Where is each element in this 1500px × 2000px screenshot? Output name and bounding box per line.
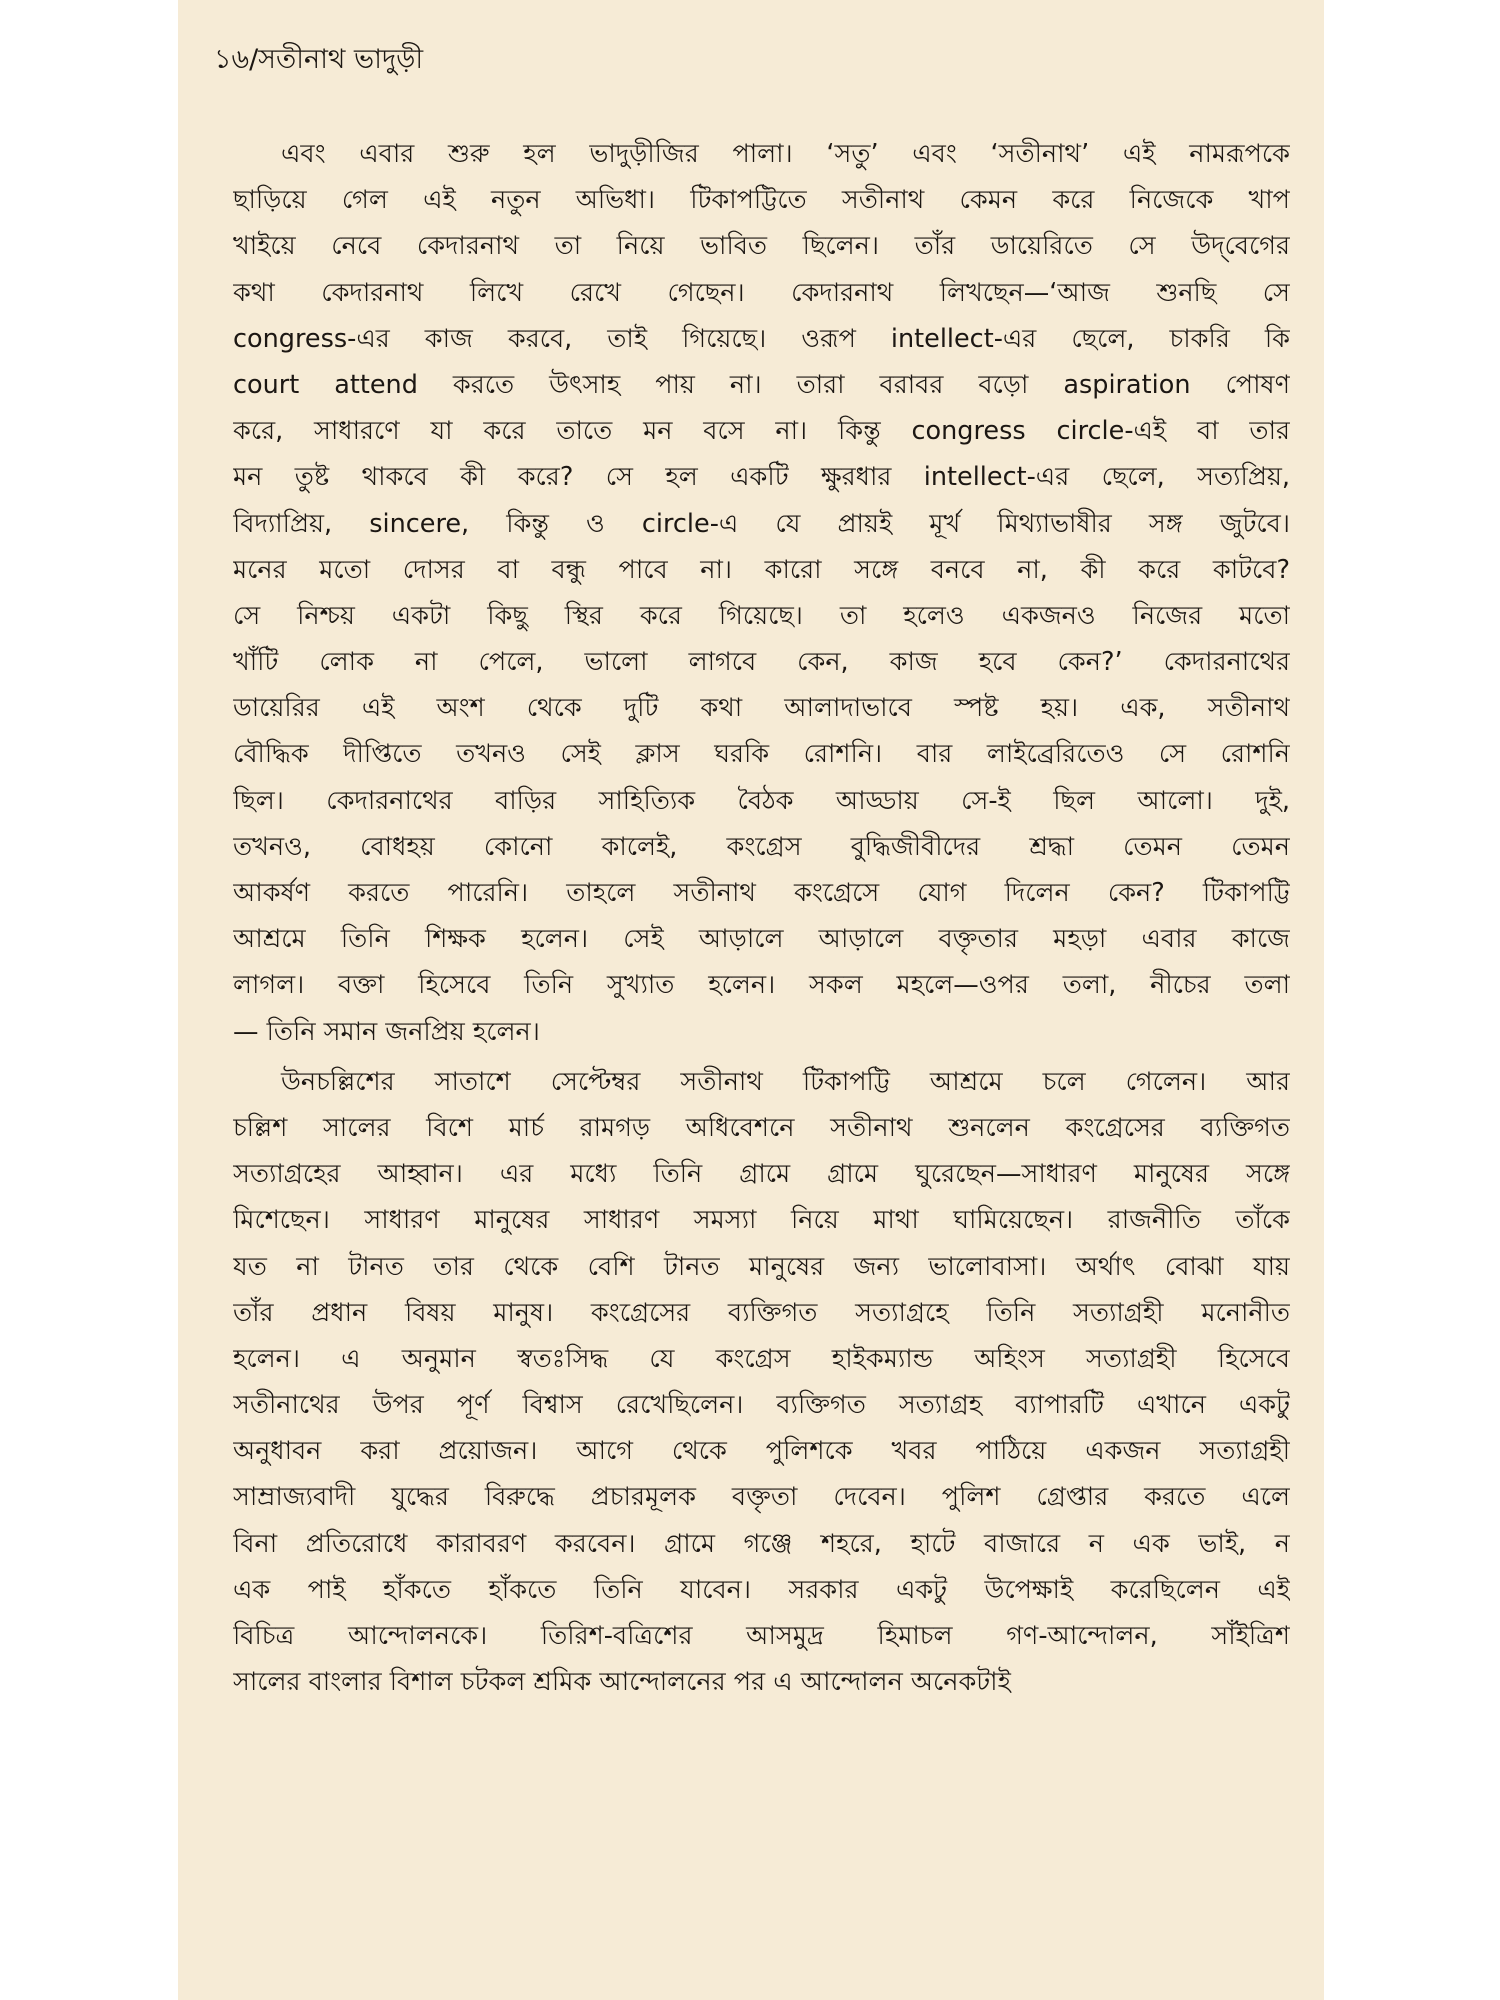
text-line: অনুধাবন করা প্রয়োজন। আগে থেকে পুলিশকে খবর পাঠিয়ে একজন সত্যাগ্রহী: [233, 1436, 1290, 1467]
book-page: [178, 0, 1324, 2000]
text-line: বিদ্যাপ্রিয়, sincere, কিন্তু ও circle-এ যে প্রায়ই মূর্খ মিথ্যাভাষীর সঙ্গ জুটবে।: [233, 508, 1290, 539]
paragraph: [233, 131, 1290, 1055]
text-line: মিশেছেন। সাধারণ মানুষের সাধারণ সমস্যা নিয়ে মাথা ঘামিয়েছেন। রাজনীতি তাঁকে: [233, 1205, 1290, 1236]
text-line: সাম্রাজ্যবাদী যুদ্ধের বিরুদ্ধে প্রচারমূলক বক্তৃতা দেবেন। পুলিশ গ্রেপ্তার করতে এলে: [233, 1482, 1290, 1513]
text-line: বিচিত্র আন্দোলনকে। তিরিশ-বত্রিশের আসমুদ্র হিমাচল গণ-আন্দোলন, সাঁইত্রিশ: [233, 1621, 1290, 1651]
text-line: ছাড়িয়ে গেল এই নতুন অভিধা। টিকাপট্টিতে সতীনাথ কেমন করে নিজেকে খাপ: [233, 185, 1290, 216]
text-line: চল্লিশ সালের বিশে মার্চ রামগড় অধিবেশনে সতীনাথ শুনলেন কংগ্রেসের ব্যক্তিগত: [233, 1112, 1290, 1143]
text-line: যত না টানত তার থেকে বেশি টানত মানুষের জন্য ভালোবাসা। অর্থাৎ বোঝা যায়: [233, 1251, 1290, 1282]
text-line: সতীনাথের উপর পূর্ণ বিশ্বাস রেখেছিলেন। ব্যক্তিগত সত্যাগ্রহ ব্যাপারটি এখানে একটু: [233, 1390, 1290, 1421]
running-head: ১৬/সতীনাথ ভাদুড়ী: [214, 44, 424, 75]
text-line: তাঁর প্রধান বিষয় মানুষ। কংগ্রেসের ব্যক্তিগত সত্যাগ্রহে তিনি সত্যাগ্রহী মনোনীত: [233, 1297, 1290, 1328]
text-line: ছিল। কেদারনাথের বাড়ির সাহিত্যিক বৈঠক আড্ডায় সে-ই ছিল আলো। দুই,: [233, 785, 1290, 816]
text-line: হলেন। এ অনুমান স্বতঃসিদ্ধ যে কংগ্রেস হাইকম্যান্ড অহিংস সত্যাগ্রহী হিসেবে: [233, 1343, 1290, 1374]
text-line: বৌদ্ধিক দীপ্তিতে তখনও সেই ক্লাস ঘরকি রোশনি। বার লাইব্রেরিতেও সে রোশনি: [233, 739, 1290, 770]
text-line: এবং এবার শুরু হল ভাদুড়ীজির পালা। ‘সতু’ এবং ‘সতীনাথ’ এই নামরূপকে: [281, 139, 1290, 169]
text-line: court attend করতে উৎসাহ পায় না। তারা বরাবর বড়ো aspiration পোষণ: [233, 369, 1290, 400]
text-line: করে, সাধারণে যা করে তাতে মন বসে না। কিন্তু congress circle-এই বা তার: [233, 416, 1290, 447]
text-line: লাগল। বক্তা হিসেবে তিনি সুখ্যাত হলেন। সকল মহলে—ওপর তলা, নীচের তলা: [233, 970, 1290, 1001]
text-line: বিনা প্রতিরোধে কারাবরণ করবেন। গ্রামে গঞ্জে শহরে, হাটে বাজারে ন এক ভাই, ন: [233, 1528, 1290, 1559]
text-line: মনের মতো দোসর বা বন্ধু পাবে না। কারো সঙ্গে বনবে না, কী করে কাটবে?: [233, 554, 1290, 585]
text-line: — তিনি সমান জনপ্রিয় হলেন।: [233, 1016, 540, 1047]
text-line: সত্যাগ্রহের আহ্বান। এর মধ্যে তিনি গ্রামে গ্রামে ঘুরেছেন—সাধারণ মানুষের সঙ্গে: [233, 1159, 1290, 1190]
body-text: [233, 131, 1290, 1705]
text-line: এক পাই হাঁকতে হাঁকতে তিনি যাবেন। সরকার একটু উপেক্ষাই করেছিলেন এই: [233, 1574, 1290, 1605]
text-line: সে নিশ্চয় একটা কিছু স্থির করে গিয়েছে। তা হলেও একজনও নিজের মতো: [233, 600, 1290, 631]
text-line: খাইয়ে নেবে কেদারনাথ তা নিয়ে ভাবিত ছিলেন। তাঁর ডায়েরিতে সে উদ্‌বেগের: [233, 231, 1290, 262]
text-line: আকর্ষণ করতে পারেনি। তাহলে সতীনাথ কংগ্রেসে যোগ দিলেন কেন? টিকাপট্টি: [233, 878, 1290, 908]
text-line: সালের বাংলার বিশাল চটকল শ্রমিক আন্দোলনের পর এ আন্দোলন অনেকটাই: [233, 1667, 1011, 1698]
text-line: congress-এর কাজ করবে, তাই গিয়েছে। ওরূপ intellect-এর ছেলে, চাকরি কি: [233, 323, 1290, 354]
text-line: কথা কেদারনাথ লিখে রেখে গেছেন। কেদারনাথ লিখছেন—‘আজ শুনছি সে: [233, 277, 1290, 308]
text-line: ডায়েরির এই অংশ থেকে দুটি কথা আলাদাভাবে স্পষ্ট হয়। এক, সতীনাথ: [233, 693, 1290, 724]
text-line: মন তুষ্ট থাকবে কী করে? সে হল একটি ক্ষুরধার intellect-এর ছেলে, সত্যপ্রিয়,: [233, 462, 1290, 493]
paragraph: [233, 1059, 1290, 1706]
text-line: উনচল্লিশের সাতাশে সেপ্টেম্বর সতীনাথ টিকাপট্টি আশ্রমে চলে গেলেন। আর: [281, 1066, 1290, 1097]
text-line: খাঁটি লোক না পেলে, ভালো লাগবে কেন, কাজ হবে কেন?’ কেদারনাথের: [233, 647, 1290, 678]
text-line: আশ্রমে তিনি শিক্ষক হলেন। সেই আড়ালে আড়ালে বক্তৃতার মহড়া এবার কাজে: [233, 924, 1290, 955]
text-line: তখনও, বোধহয় কোনো কালেই, কংগ্রেস বুদ্ধিজীবীদের শ্রদ্ধা তেমন তেমন: [233, 831, 1290, 862]
